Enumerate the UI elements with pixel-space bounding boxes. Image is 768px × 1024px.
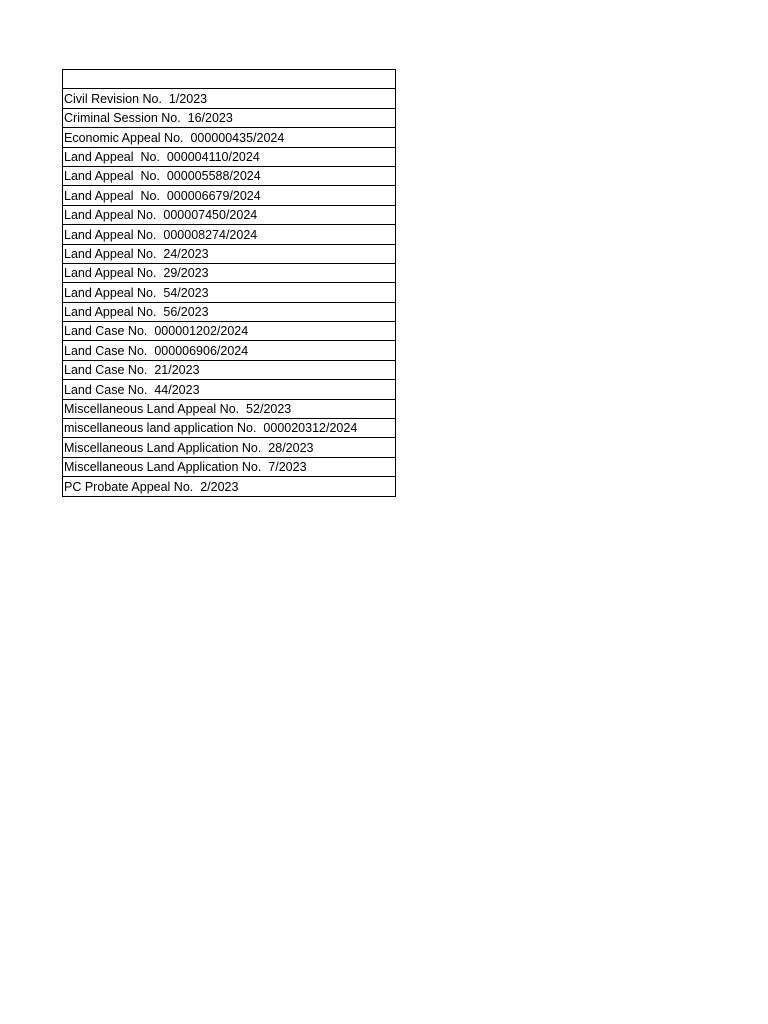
case-cell: Land Appeal No. 000006679/2024: [63, 186, 396, 205]
table-row: [63, 108, 396, 127]
table-row: [63, 380, 396, 399]
table-row: [63, 244, 396, 263]
case-list-body: [63, 70, 396, 497]
table-row: [63, 225, 396, 244]
case-cell: Economic Appeal No. 000000435/2024: [63, 128, 396, 147]
table-row: [63, 302, 396, 321]
case-cell: Land Case No. 000001202/2024: [63, 322, 396, 341]
case-cell: Land Appeal No. 29/2023: [63, 263, 396, 282]
case-cell: Miscellaneous Land Appeal No. 52/2023: [63, 399, 396, 418]
case-cell: Miscellaneous Land Application No. 28/2023: [63, 438, 396, 457]
table-row: [63, 166, 396, 185]
case-cell: Land Appeal No. 000007450/2024: [63, 205, 396, 224]
case-cell: Land Appeal No. 000005588/2024: [63, 166, 396, 185]
table-row: [63, 147, 396, 166]
case-cell: Land Case No. 44/2023: [63, 380, 396, 399]
case-cell: Land Case No. 21/2023: [63, 360, 396, 379]
table-row: [63, 477, 396, 496]
case-cell: Land Appeal No. 54/2023: [63, 283, 396, 302]
case-cell: Civil Revision No. 1/2023: [63, 89, 396, 108]
case-cell: Land Case No. 000006906/2024: [63, 341, 396, 360]
case-cell: Land Appeal No. 56/2023: [63, 302, 396, 321]
case-list-table: [62, 69, 396, 497]
table-row: [63, 438, 396, 457]
table-header-cell: [63, 70, 396, 89]
table-row: [63, 186, 396, 205]
case-cell: Criminal Session No. 16/2023: [63, 108, 396, 127]
table-row: [63, 89, 396, 108]
table-row: [63, 263, 396, 282]
case-cell: Land Appeal No. 000004110/2024: [63, 147, 396, 166]
table-row: [63, 360, 396, 379]
table-row: [63, 399, 396, 418]
case-cell: PC Probate Appeal No. 2/2023: [63, 477, 396, 496]
case-cell: Land Appeal No. 000008274/2024: [63, 225, 396, 244]
case-cell: miscellaneous land application No. 000020312/2024: [63, 419, 396, 438]
table-row: [63, 128, 396, 147]
table-row: [63, 341, 396, 360]
case-cell: Miscellaneous Land Application No. 7/2023: [63, 457, 396, 476]
case-cell: Land Appeal No. 24/2023: [63, 244, 396, 263]
table-row: [63, 457, 396, 476]
table-header-row: [63, 70, 396, 89]
table-row: [63, 205, 396, 224]
table-row: [63, 419, 396, 438]
table-row: [63, 322, 396, 341]
table-row: [63, 283, 396, 302]
